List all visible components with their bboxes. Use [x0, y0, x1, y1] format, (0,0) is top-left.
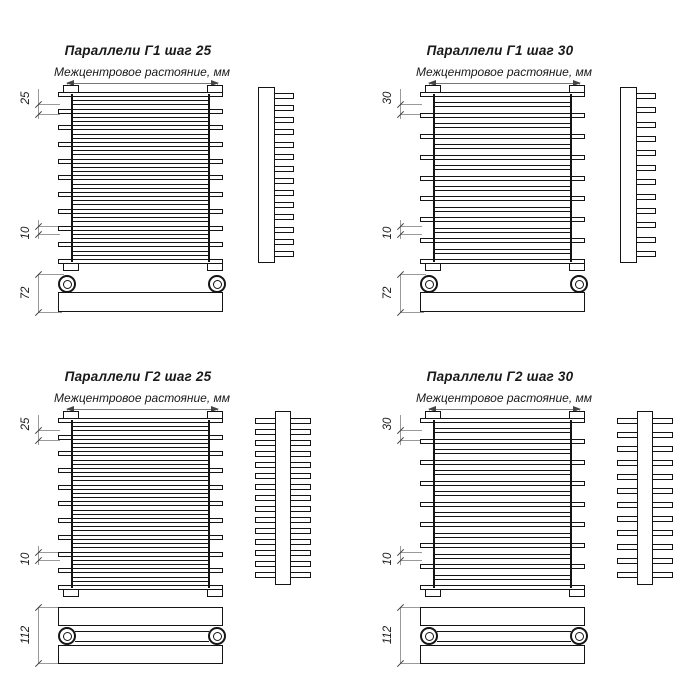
side-tubes-left	[617, 418, 639, 578]
dimension-line	[429, 409, 580, 410]
pipe-connection-icon	[420, 275, 438, 293]
radiator-side-view	[617, 411, 677, 585]
panel-title: Параллели Г2 шаг 30	[426, 369, 574, 384]
collector-tube	[433, 420, 435, 588]
radiator-bar	[58, 142, 223, 147]
side-tube	[651, 558, 673, 564]
extension-line	[400, 274, 426, 275]
side-tube	[273, 117, 294, 123]
center-distance-label: Межцентровое растояние, мм	[54, 391, 230, 405]
extension-line	[400, 552, 422, 553]
side-tube	[273, 227, 294, 233]
radiator-side-view	[255, 411, 315, 585]
extension-line	[38, 430, 60, 431]
extension-line	[400, 234, 422, 235]
radiator-bar	[433, 470, 572, 475]
dimension-line	[429, 83, 580, 84]
connecting-tube	[75, 631, 209, 642]
side-tube	[289, 451, 311, 457]
panel-g2-step30	[380, 366, 700, 678]
side-tube	[289, 506, 311, 512]
dimension-line	[67, 83, 218, 84]
radiator-bar	[433, 102, 572, 107]
radiator-bar	[58, 209, 223, 214]
extension-line	[38, 312, 62, 313]
extension-line	[38, 440, 60, 441]
extension-line	[400, 560, 422, 561]
radiator-bar	[433, 144, 572, 149]
radiator-bar	[71, 251, 210, 256]
connecting-tube	[437, 631, 571, 642]
radiator-bar	[58, 259, 223, 264]
dimension-line	[38, 607, 39, 663]
side-tube	[635, 251, 656, 257]
radiator-bar	[433, 186, 572, 191]
panel-g1-step30	[380, 40, 700, 352]
side-tube	[255, 506, 277, 512]
depth-dimension-value: 112	[20, 625, 32, 645]
radiator-bar	[420, 564, 585, 569]
extension-line	[38, 552, 60, 553]
collector-tube	[570, 420, 572, 588]
radiator-bar	[58, 451, 223, 456]
side-tube	[651, 474, 673, 480]
panel-g1-step25	[18, 40, 338, 352]
depth-dimension-value: 72	[382, 286, 394, 300]
side-tube	[617, 446, 639, 452]
side-tube	[617, 502, 639, 508]
side-collector-plate	[258, 87, 275, 263]
extension-line	[38, 560, 60, 561]
pipe-connection-icon	[570, 627, 588, 645]
extension-line	[38, 104, 60, 105]
radiator-bar	[71, 200, 210, 205]
side-tube	[617, 558, 639, 564]
dimension-line	[400, 220, 401, 239]
side-tube	[617, 572, 639, 578]
side-tube	[273, 105, 294, 111]
bottom-plate	[58, 292, 223, 312]
extension-line	[38, 607, 64, 608]
radiator-bar	[433, 575, 572, 580]
side-tube	[651, 516, 673, 522]
side-tube	[255, 440, 277, 446]
side-tube	[289, 440, 311, 446]
bottom-plate	[420, 607, 585, 626]
radiator-bar	[58, 92, 223, 97]
side-tube	[651, 572, 673, 578]
extension-line	[400, 312, 424, 313]
side-tube	[617, 432, 639, 438]
panel-title: Параллели Г1 шаг 30	[426, 43, 574, 58]
side-tube	[289, 495, 311, 501]
side-tube	[651, 446, 673, 452]
extension-line	[400, 440, 422, 441]
side-tube	[273, 142, 294, 148]
radiator-front-view	[420, 92, 585, 264]
radiator-bar	[420, 543, 585, 548]
radiator-bar	[420, 113, 585, 118]
radiator-bar	[58, 175, 223, 180]
side-tube	[651, 502, 673, 508]
side-tube	[635, 194, 656, 200]
side-tubes-right	[651, 418, 673, 578]
side-tube	[273, 93, 294, 99]
side-tube	[255, 572, 277, 578]
radiator-bar	[71, 476, 210, 481]
step-dimension-value: 30	[382, 91, 394, 105]
extension-line	[38, 663, 62, 664]
side-tube	[635, 237, 656, 243]
dimension-line	[38, 220, 39, 239]
side-tube	[289, 462, 311, 468]
collector-tube	[208, 94, 210, 262]
dimension-line	[67, 409, 218, 410]
panel-title: Параллели Г1 шаг 25	[64, 43, 212, 58]
side-tube	[289, 561, 311, 567]
radiator-bar	[433, 123, 572, 128]
radiator-bar	[433, 554, 572, 559]
radiator-bar	[58, 485, 223, 490]
side-tube	[255, 495, 277, 501]
radiator-bar	[71, 150, 210, 155]
pair-dimension-value: 10	[20, 552, 32, 566]
pair-dimension-value: 10	[382, 552, 394, 566]
radiator-bar	[58, 159, 223, 164]
dimension-line	[400, 274, 401, 312]
radiator-bar	[433, 165, 572, 170]
side-tube	[273, 202, 294, 208]
radiator-bar	[433, 491, 572, 496]
collector-tube	[71, 420, 73, 588]
side-tube	[617, 544, 639, 550]
side-collector-plate	[637, 411, 653, 585]
side-tube	[635, 179, 656, 185]
radiator-front-view	[58, 418, 223, 590]
side-tube	[289, 550, 311, 556]
side-tube	[617, 488, 639, 494]
radiator-bar	[58, 518, 223, 523]
side-tube	[651, 530, 673, 536]
side-tube	[255, 451, 277, 457]
pair-dimension-value: 10	[382, 226, 394, 240]
radiator-bar	[420, 134, 585, 139]
pair-dimension-value: 10	[20, 226, 32, 240]
radiator-bar	[58, 568, 223, 573]
side-tube	[651, 460, 673, 466]
pipe-connection-icon	[570, 275, 588, 293]
side-tube	[635, 222, 656, 228]
side-tube	[651, 432, 673, 438]
dimension-line	[400, 607, 401, 663]
side-tube	[255, 528, 277, 534]
side-tube	[273, 239, 294, 245]
radiator-bar	[433, 512, 572, 517]
radiator-bar	[420, 439, 585, 444]
radiator-bar	[58, 501, 223, 506]
radiator-bar	[71, 560, 210, 565]
extension-line	[400, 104, 422, 105]
bottom-plate	[420, 292, 585, 312]
pipe-connection-icon	[58, 275, 76, 293]
radiator-bar	[433, 228, 572, 233]
side-tube	[635, 122, 656, 128]
side-tube	[635, 107, 656, 113]
side-tubes-right	[635, 93, 656, 257]
side-tube	[289, 418, 311, 424]
radiator-bar	[58, 109, 223, 114]
dimension-line	[400, 546, 401, 565]
depth-dimension-value: 72	[20, 286, 32, 300]
radiator-bar	[58, 418, 223, 423]
side-tube	[273, 214, 294, 220]
side-tube	[273, 129, 294, 135]
extension-line	[400, 114, 422, 115]
radiator-bar	[420, 502, 585, 507]
radiator-bar	[58, 435, 223, 440]
center-distance-label: Межцентровое растояние, мм	[416, 65, 592, 79]
radiator-bar	[420, 522, 585, 527]
extension-line	[38, 114, 60, 115]
side-tube	[617, 460, 639, 466]
side-tube	[255, 473, 277, 479]
radiator-bar	[433, 428, 572, 433]
side-tube	[273, 154, 294, 160]
side-tube	[635, 208, 656, 214]
side-tube	[617, 474, 639, 480]
side-tube	[289, 517, 311, 523]
radiator-bar	[71, 493, 210, 498]
radiator-bar	[58, 535, 223, 540]
pipe-connection-icon	[420, 627, 438, 645]
bottom-plate	[58, 607, 223, 626]
panel-g2-step25	[18, 366, 338, 678]
panel-title: Параллели Г2 шаг 25	[64, 369, 212, 384]
side-tube	[255, 462, 277, 468]
radiator-bar	[71, 426, 210, 431]
side-tube	[651, 544, 673, 550]
radiator-bar	[71, 117, 210, 122]
bottom-plate	[58, 645, 223, 664]
radiator-bar	[71, 167, 210, 172]
radiator-bar	[71, 234, 210, 239]
extension-line	[400, 607, 426, 608]
side-tubes-left	[255, 418, 277, 578]
center-distance-label: Межцентровое растояние, мм	[54, 65, 230, 79]
side-tube	[617, 516, 639, 522]
extension-line	[400, 226, 422, 227]
pipe-connection-icon	[58, 627, 76, 645]
center-distance-label: Межцентровое растояние, мм	[416, 391, 592, 405]
side-tube	[289, 572, 311, 578]
pipe-connection-icon	[208, 627, 226, 645]
radiator-bar	[58, 468, 223, 473]
radiator-bar	[433, 207, 572, 212]
dimension-line	[38, 274, 39, 312]
radiator-bar	[71, 184, 210, 189]
radiator-bar	[71, 526, 210, 531]
side-tubes-right	[289, 418, 311, 578]
side-collector-plate	[275, 411, 291, 585]
radiator-side-view	[258, 87, 316, 263]
bottom-plate	[420, 645, 585, 664]
side-tube	[273, 190, 294, 196]
dimension-line	[38, 546, 39, 565]
radiator-bar	[420, 238, 585, 243]
radiator-bar	[420, 259, 585, 264]
radiator-bar	[433, 533, 572, 538]
side-tube	[273, 166, 294, 172]
side-tube	[255, 561, 277, 567]
side-tube	[255, 418, 277, 424]
radiator-bar	[71, 543, 210, 548]
radiator-bar	[420, 196, 585, 201]
side-tube	[255, 517, 277, 523]
radiator-bar	[71, 443, 210, 448]
side-tube	[635, 165, 656, 171]
radiator-bar	[71, 100, 210, 105]
radiator-bar	[58, 585, 223, 590]
side-tube	[617, 418, 639, 424]
radiator-bar	[58, 192, 223, 197]
step-dimension-value: 25	[20, 91, 32, 105]
radiator-bar	[71, 217, 210, 222]
step-dimension-value: 30	[382, 417, 394, 431]
radiator-bar	[420, 92, 585, 97]
side-tube	[289, 528, 311, 534]
radiator-side-view	[620, 87, 678, 263]
radiator-bar	[71, 577, 210, 582]
extension-line	[38, 226, 60, 227]
radiator-bar	[71, 134, 210, 139]
side-tube	[289, 429, 311, 435]
extension-line	[38, 234, 60, 235]
radiator-bar	[420, 481, 585, 486]
step-dimension-value: 25	[20, 417, 32, 431]
side-tube	[651, 488, 673, 494]
radiator-bar	[433, 449, 572, 454]
side-tube	[289, 473, 311, 479]
radiator-bar	[58, 552, 223, 557]
pipe-connection-icon	[208, 275, 226, 293]
radiator-bar	[58, 226, 223, 231]
radiator-bar	[420, 155, 585, 160]
radiator-bar	[433, 249, 572, 254]
radiator-bar	[420, 217, 585, 222]
radiator-bar	[420, 418, 585, 423]
radiator-front-view	[58, 92, 223, 264]
radiator-bar	[420, 176, 585, 181]
extension-line	[38, 274, 64, 275]
side-collector-plate	[620, 87, 637, 263]
side-tube	[651, 418, 673, 424]
side-tube	[289, 484, 311, 490]
radiator-bar	[71, 460, 210, 465]
extension-line	[400, 663, 424, 664]
side-tube	[255, 550, 277, 556]
radiator-front-view	[420, 418, 585, 590]
side-tube	[289, 539, 311, 545]
side-tube	[255, 484, 277, 490]
collector-tube	[570, 94, 572, 262]
side-tube	[635, 93, 656, 99]
radiator-bar	[58, 242, 223, 247]
side-tubes-right	[273, 93, 294, 257]
collector-tube	[208, 420, 210, 588]
collector-tube	[71, 94, 73, 262]
side-tube	[635, 150, 656, 156]
side-tube	[635, 136, 656, 142]
side-tube	[255, 429, 277, 435]
radiator-bar	[71, 510, 210, 515]
side-tube	[273, 178, 294, 184]
depth-dimension-value: 112	[382, 625, 394, 645]
radiator-bar	[420, 585, 585, 590]
extension-line	[400, 430, 422, 431]
collector-tube	[433, 94, 435, 262]
side-tube	[255, 539, 277, 545]
radiator-bar	[58, 125, 223, 130]
side-tube	[617, 530, 639, 536]
side-tube	[273, 251, 294, 257]
radiator-bar	[420, 460, 585, 465]
